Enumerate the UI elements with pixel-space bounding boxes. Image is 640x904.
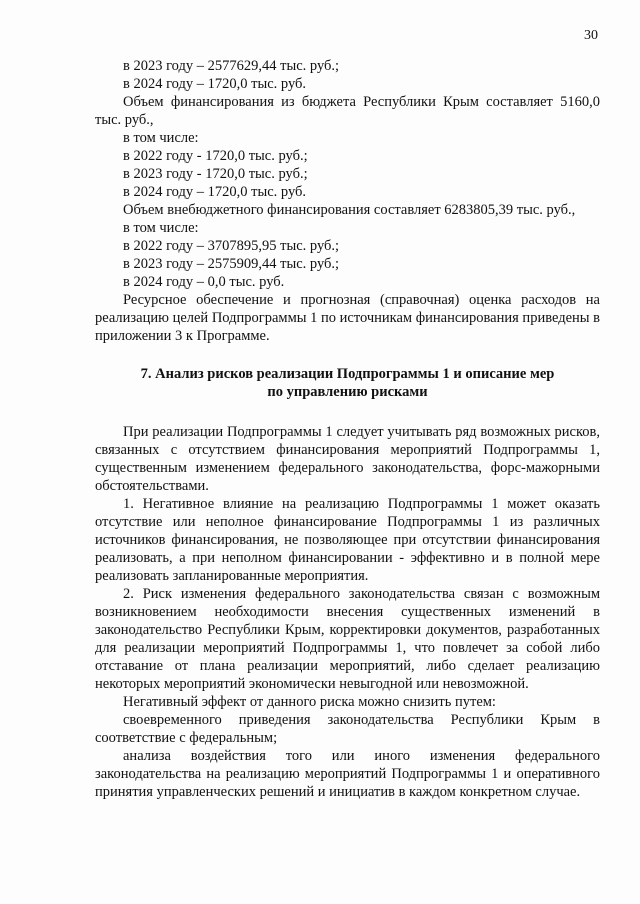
paragraph: При реализации Подпрограммы 1 следует учитывать ряд возможных рисков, связанных с отсутствием финансирования мероприятий Подпрограммы 1, существенным изменением федерального законодательства, форс-мажорными обстоятельствами. [95, 424, 600, 494]
funding-line: в 2024 году – 0,0 тыс. руб. [123, 274, 285, 290]
funding-line: в 2023 году – 2577629,44 тыс. руб.; [123, 58, 340, 74]
funding-line: Объем внебюджетного финансирования составляет 6283805,39 тыс. руб., [123, 202, 576, 218]
section-heading-line-2: по управлению рисками [267, 384, 428, 400]
paragraph: Негативный эффект от данного риска можно снизить путем: [123, 694, 496, 710]
page-number: 30 [584, 28, 598, 43]
funding-line: в 2024 году – 1720,0 тыс. руб. [123, 76, 307, 92]
document-body [95, 57, 600, 801]
funding-line: в 2023 году – 2575909,44 тыс. руб.; [123, 256, 340, 272]
resource-paragraph: Ресурсное обеспечение и прогнозная (справочная) оценка расходов на реализацию целей Подпрограммы 1 по источникам финансирования приведены в приложении 3 к Программе. [95, 292, 600, 344]
funding-line: в 2023 году - 1720,0 тыс. руб.; [123, 166, 308, 182]
paragraph: своевременного приведения законодательства Республики Крым в соответствие с федеральным; [95, 712, 600, 746]
section-heading-line-1: 7. Анализ рисков реализации Подпрограммы 1 и описание мер [140, 366, 555, 382]
paragraph: анализа воздействия того или иного изменения федерального законодательства на реализацию мероприятий Подпрограммы 1 и оперативного принятия управленческих решений и инициатив в каждом конкретном случае. [95, 748, 600, 800]
section-heading [95, 365, 600, 401]
funding-line: в 2022 году - 1720,0 тыс. руб.; [123, 148, 308, 164]
funding-line: в том числе: [123, 220, 199, 236]
funding-line: Объем финансирования из бюджета Республики Крым составляет 5160,0 тыс. руб., [95, 94, 600, 128]
paragraph: 2. Риск изменения федерального законодательства связан с возможным возникновением необходимости внесения существенных изменений в законодательство Республики Крым, корректировки документов, разработанных для реализации мероприятий Подпрограммы 1, что повлечет за собой либо отставание от плана реализации мероприятий, либо сделает реализацию некоторых мероприятий экономически невыгодной или невозможной. [95, 586, 600, 692]
funding-line: в том числе: [123, 130, 199, 146]
funding-line: в 2024 году – 1720,0 тыс. руб. [123, 184, 307, 200]
funding-line: в 2022 году – 3707895,95 тыс. руб.; [123, 238, 340, 254]
paragraph: 1. Негативное влияние на реализацию Подпрограммы 1 может оказать отсутствие или неполное финансирование Подпрограммы 1 из различных источников финансирования, не позволяющее при отсутствии финансирования реализовать, а при неполном финансировании - эффективно и в полной мере реализовать запланированные мероприятия. [95, 496, 600, 584]
